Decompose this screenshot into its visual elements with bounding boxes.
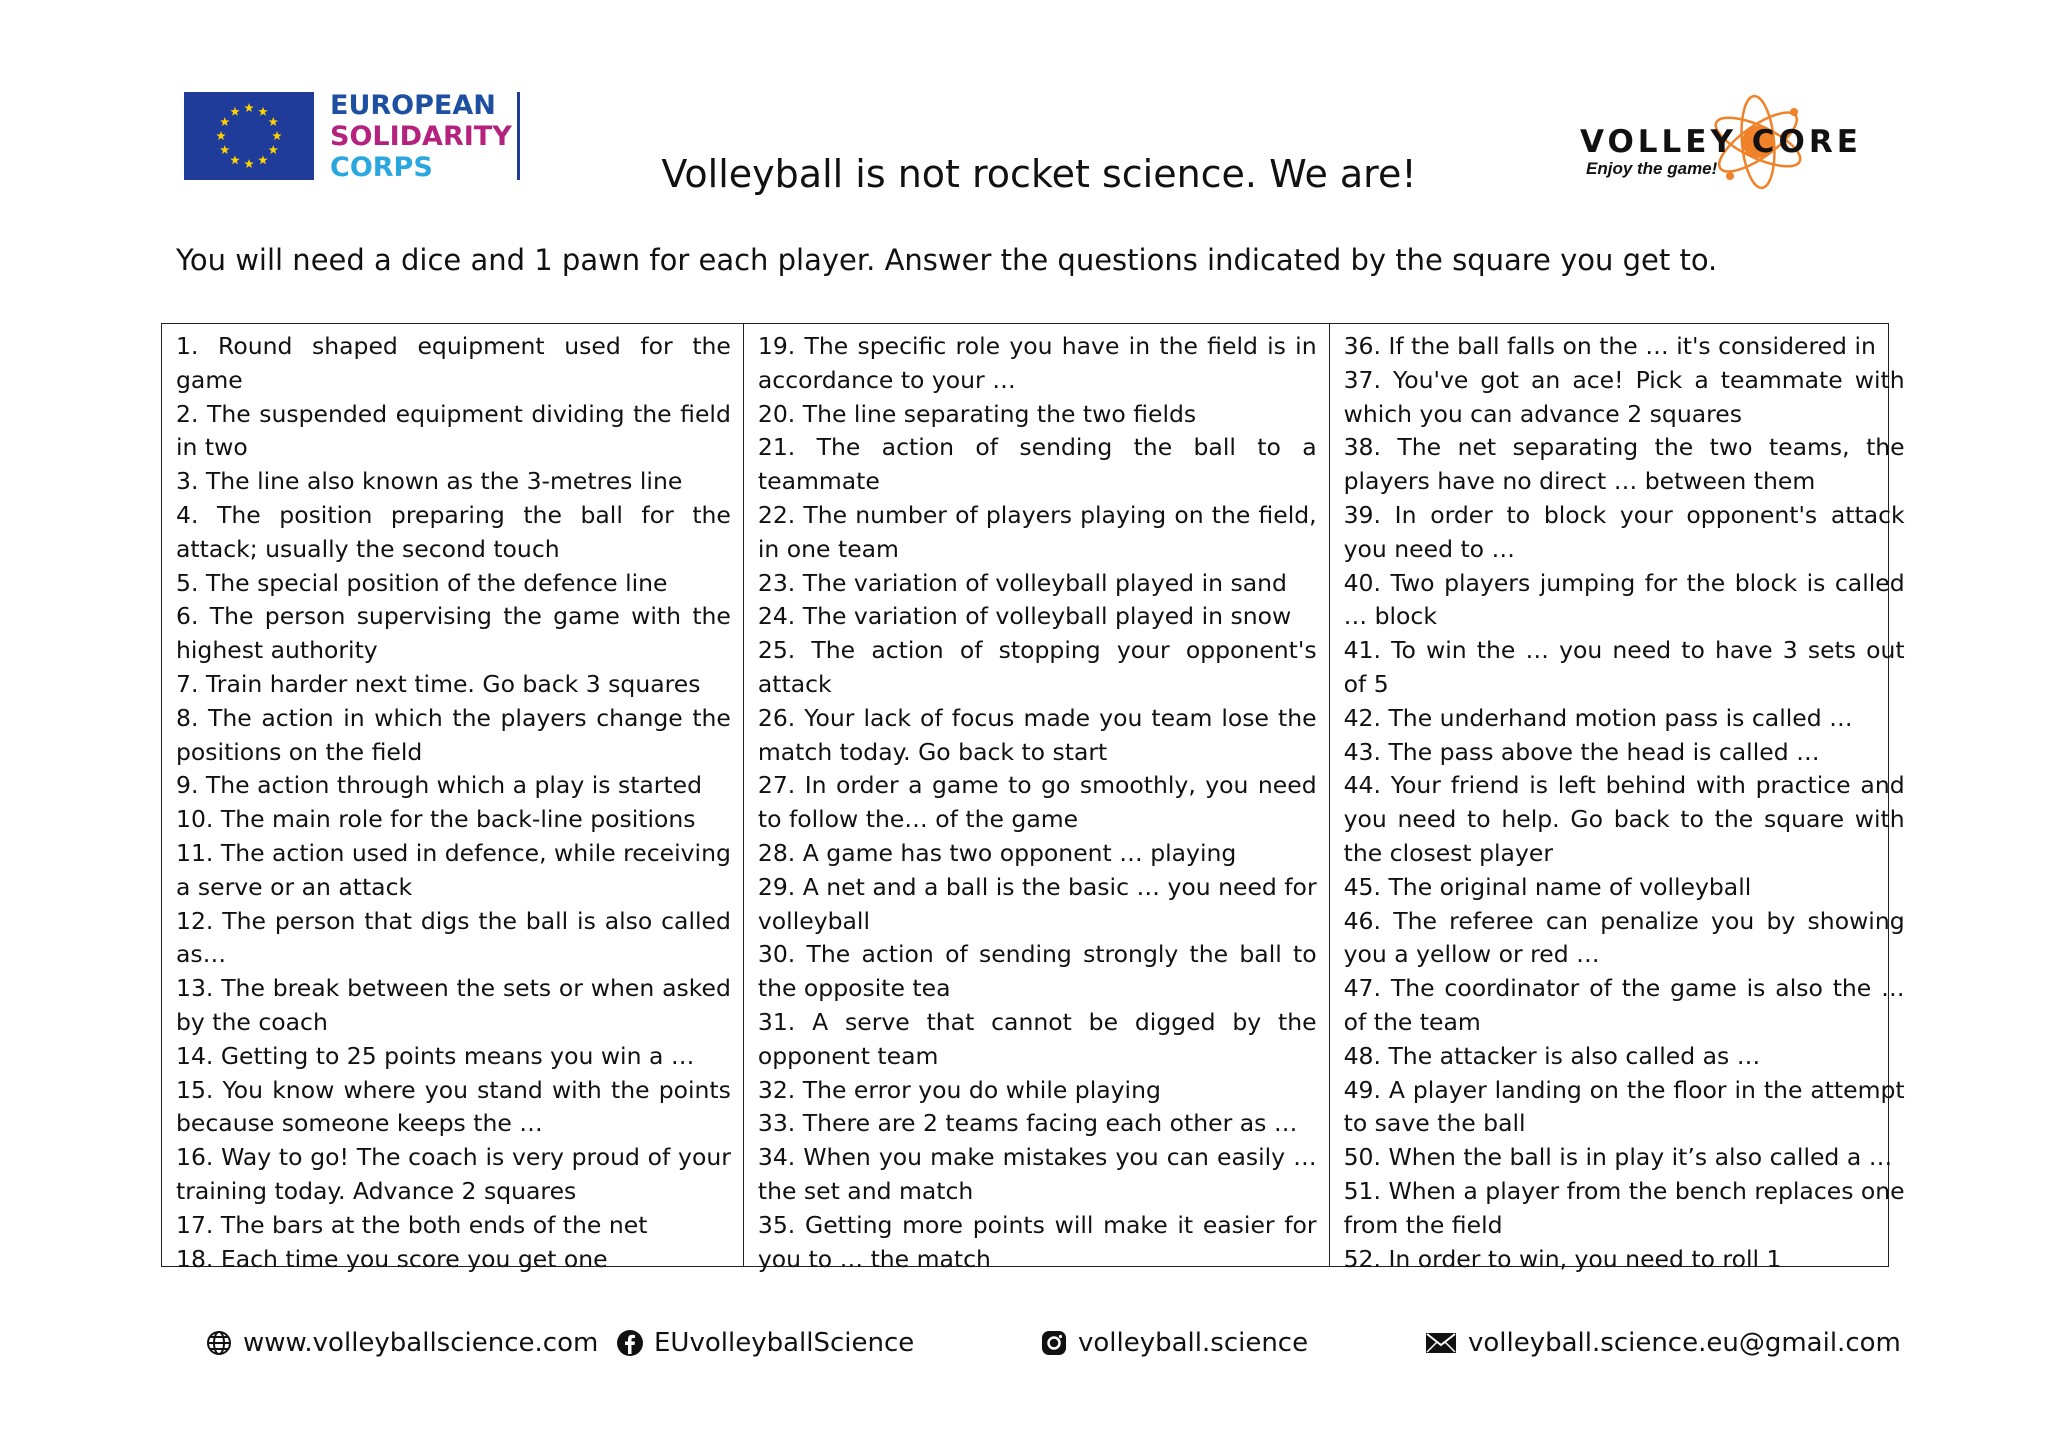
question-line: 27. In order a game to go smoothly, you need bbox=[757, 771, 1317, 800]
question-line: match today. Go back to start bbox=[757, 737, 1108, 766]
footer bbox=[0, 1328, 2048, 1368]
page-title: Volleyball is not rocket science. We are! bbox=[661, 152, 1417, 196]
facebook-icon bbox=[616, 1329, 644, 1357]
esc-logo-line1: EUROPEAN bbox=[330, 90, 496, 121]
question-line: you a yellow or red … bbox=[1343, 940, 1600, 969]
question-line: 22. The number of players playing on the field, bbox=[757, 500, 1317, 529]
question-line: 26. Your lack of focus made you team lose the bbox=[757, 703, 1317, 732]
footer-email-text: volleyball.science.eu@gmail.com bbox=[1468, 1328, 1901, 1358]
question-line: players have no direct … between them bbox=[1343, 467, 1816, 496]
question-line: 8. The action in which the players change the bbox=[176, 703, 731, 732]
question-line: 9. The action through which a play is started bbox=[176, 771, 703, 800]
question-line: 10. The main role for the back-line positions bbox=[176, 805, 696, 834]
question-line: 35. Getting more points will make it easier for bbox=[757, 1210, 1317, 1239]
question-line: 50. When the ball is in play it’s also called a … bbox=[1343, 1143, 1893, 1172]
question-line: 48. The attacker is also called as … bbox=[1343, 1041, 1761, 1070]
question-line: training today. Advance 2 squares bbox=[176, 1176, 577, 1205]
esc-logo-line3: CORPS bbox=[330, 152, 433, 183]
question-line: 16. Way to go! The coach is very proud of your bbox=[176, 1143, 731, 1172]
question-line: 7. Train harder next time. Go back 3 squares bbox=[176, 669, 701, 698]
question-line: to follow the… of the game bbox=[757, 805, 1079, 834]
question-line: the set and match bbox=[757, 1176, 974, 1205]
question-line: 1. Round shaped equipment used for the bbox=[176, 332, 731, 360]
question-line: 38. The net separating the two teams, the bbox=[1343, 433, 1905, 462]
question-line: 13. The break between the sets or when asked bbox=[176, 974, 731, 1003]
question-line: 46. The referee can penalize you by showing bbox=[1343, 906, 1905, 935]
question-line: 6. The person supervising the game with the bbox=[176, 602, 731, 631]
esc-logo-line2: SOLIDARITY bbox=[330, 121, 512, 152]
question-line: 17. The bars at the both ends of the net bbox=[176, 1210, 648, 1239]
question-line: 37. You've got an ace! Pick a teammate with bbox=[1343, 365, 1905, 394]
question-line: 23. The variation of volleyball played in sand bbox=[757, 568, 1287, 597]
question-line: you to … the match bbox=[757, 1244, 991, 1273]
question-line: you need to … bbox=[1343, 534, 1516, 563]
question-line: 31. A serve that cannot be digged by the bbox=[757, 1007, 1317, 1036]
question-line: 36. If the ball falls on the … it's considered in bbox=[1343, 332, 1876, 360]
question-line: 21. The action of sending the ball to a bbox=[757, 433, 1317, 462]
question-line: a serve or an attack bbox=[176, 872, 413, 901]
question-line: attack bbox=[757, 669, 832, 698]
eu-star-icon bbox=[272, 131, 282, 140]
question-line: 3. The line also known as the 3-metres line bbox=[176, 467, 683, 496]
questions-column-1 bbox=[162, 324, 744, 1273]
questions-table bbox=[161, 323, 1905, 1273]
instructions: You will need a dice and 1 pawn for each player. Answer the questions indicated by the square you get to. bbox=[176, 243, 1718, 277]
question-line: 15. You know where you stand with the points bbox=[176, 1075, 731, 1104]
instagram-icon bbox=[1040, 1329, 1068, 1357]
globe-icon bbox=[205, 1329, 233, 1357]
question-line: 28. A game has two opponent … playing bbox=[757, 838, 1237, 867]
question-line: … block bbox=[1343, 602, 1437, 631]
question-line: 34. When you make mistakes you can easily … bbox=[757, 1143, 1317, 1172]
volley-core-tagline: Enjoy the game! bbox=[1586, 159, 1718, 178]
question-line: 4. The position preparing the ball for the bbox=[176, 500, 731, 529]
question-line: 18. Each time you score you get one bbox=[176, 1244, 608, 1273]
question-line: 25. The action of stopping your opponent's bbox=[757, 636, 1317, 665]
footer-facebook[interactable] bbox=[616, 1328, 914, 1358]
eu-star-icon bbox=[220, 117, 230, 126]
question-line: as… bbox=[176, 940, 227, 969]
question-line: teammate bbox=[757, 467, 880, 496]
footer-website[interactable] bbox=[205, 1328, 598, 1358]
question-line: in two bbox=[176, 433, 248, 462]
eu-star-icon bbox=[244, 103, 254, 112]
question-line: 12. The person that digs the ball is also called bbox=[176, 906, 731, 935]
question-line: 5. The special position of the defence line bbox=[176, 568, 668, 597]
question-line: which you can advance 2 squares bbox=[1343, 399, 1742, 428]
question-line: 42. The underhand motion pass is called … bbox=[1343, 703, 1853, 732]
eu-star-icon bbox=[268, 117, 278, 126]
question-line: because someone keeps the … bbox=[176, 1109, 543, 1138]
question-line: the opposite tea bbox=[757, 974, 951, 1003]
eu-star-icon bbox=[230, 107, 240, 116]
questions-column-3 bbox=[1330, 324, 1917, 1273]
question-line: by the coach bbox=[176, 1007, 328, 1036]
footer-email[interactable] bbox=[1424, 1328, 1901, 1358]
question-line: volleyball bbox=[757, 906, 870, 935]
question-line: the closest player bbox=[1343, 838, 1553, 867]
question-line: accordance to your … bbox=[757, 365, 1016, 394]
question-line: 40. Two players jumping for the block is called bbox=[1343, 568, 1905, 597]
volley-core-wordmark: VOLLEY CORE bbox=[1580, 124, 1862, 160]
question-line: 39. In order to block your opponent's attack bbox=[1343, 500, 1905, 529]
question-line: 47. The coordinator of the game is also the … bbox=[1343, 974, 1905, 1003]
question-line: positions on the field bbox=[176, 737, 423, 766]
question-line: from the field bbox=[1343, 1210, 1503, 1239]
question-line: you need to help. Go back to the square with bbox=[1343, 805, 1905, 834]
question-line: opponent team bbox=[757, 1041, 939, 1070]
questions-column-2 bbox=[744, 324, 1330, 1273]
question-line: attack; usually the second touch bbox=[176, 534, 560, 563]
question-line: to save the ball bbox=[1343, 1109, 1526, 1138]
question-line: 2. The suspended equipment dividing the field bbox=[176, 399, 731, 428]
question-line: 32. The error you do while playing bbox=[757, 1075, 1161, 1104]
question-line: 49. A player landing on the floor in the attempt bbox=[1343, 1075, 1905, 1104]
question-line: 51. When a player from the bench replaces one bbox=[1343, 1176, 1905, 1205]
question-line: in one team bbox=[757, 534, 899, 563]
question-line: 52. In order to win, you need to roll 1 bbox=[1343, 1244, 1782, 1273]
question-line: game bbox=[176, 365, 243, 394]
footer-instagram[interactable] bbox=[1040, 1328, 1308, 1358]
question-line: 29. A net and a ball is the basic … you need for bbox=[757, 872, 1317, 901]
question-line: 20. The line separating the two fields bbox=[757, 399, 1197, 428]
eu-star-icon bbox=[216, 131, 226, 140]
question-line: 43. The pass above the head is called … bbox=[1343, 737, 1820, 766]
question-line: of 5 bbox=[1343, 669, 1389, 698]
footer-website-text: www.volleyballscience.com bbox=[243, 1328, 599, 1358]
question-line: 14. Getting to 25 points means you win a … bbox=[176, 1041, 695, 1070]
envelope-icon bbox=[1424, 1329, 1458, 1357]
question-line: 44. Your friend is left behind with practice and bbox=[1343, 771, 1905, 800]
footer-facebook-text: EUvolleyballScience bbox=[654, 1328, 915, 1358]
footer-instagram-text: volleyball.science bbox=[1078, 1328, 1309, 1358]
question-line: of the team bbox=[1343, 1007, 1481, 1036]
question-line: highest authority bbox=[176, 636, 378, 665]
question-line: 33. There are 2 teams facing each other as … bbox=[757, 1109, 1298, 1138]
question-line: 41. To win the … you need to have 3 sets out bbox=[1343, 636, 1905, 665]
eu-star-icon bbox=[258, 107, 268, 116]
question-line: 45. The original name of volleyball bbox=[1343, 872, 1752, 901]
question-line: 30. The action of sending strongly the ball to bbox=[757, 940, 1317, 969]
question-line: 24. The variation of volleyball played in snow bbox=[757, 602, 1292, 631]
question-line: 19. The specific role you have in the field is in bbox=[757, 332, 1317, 360]
question-line: 11. The action used in defence, while receiving bbox=[176, 838, 731, 867]
